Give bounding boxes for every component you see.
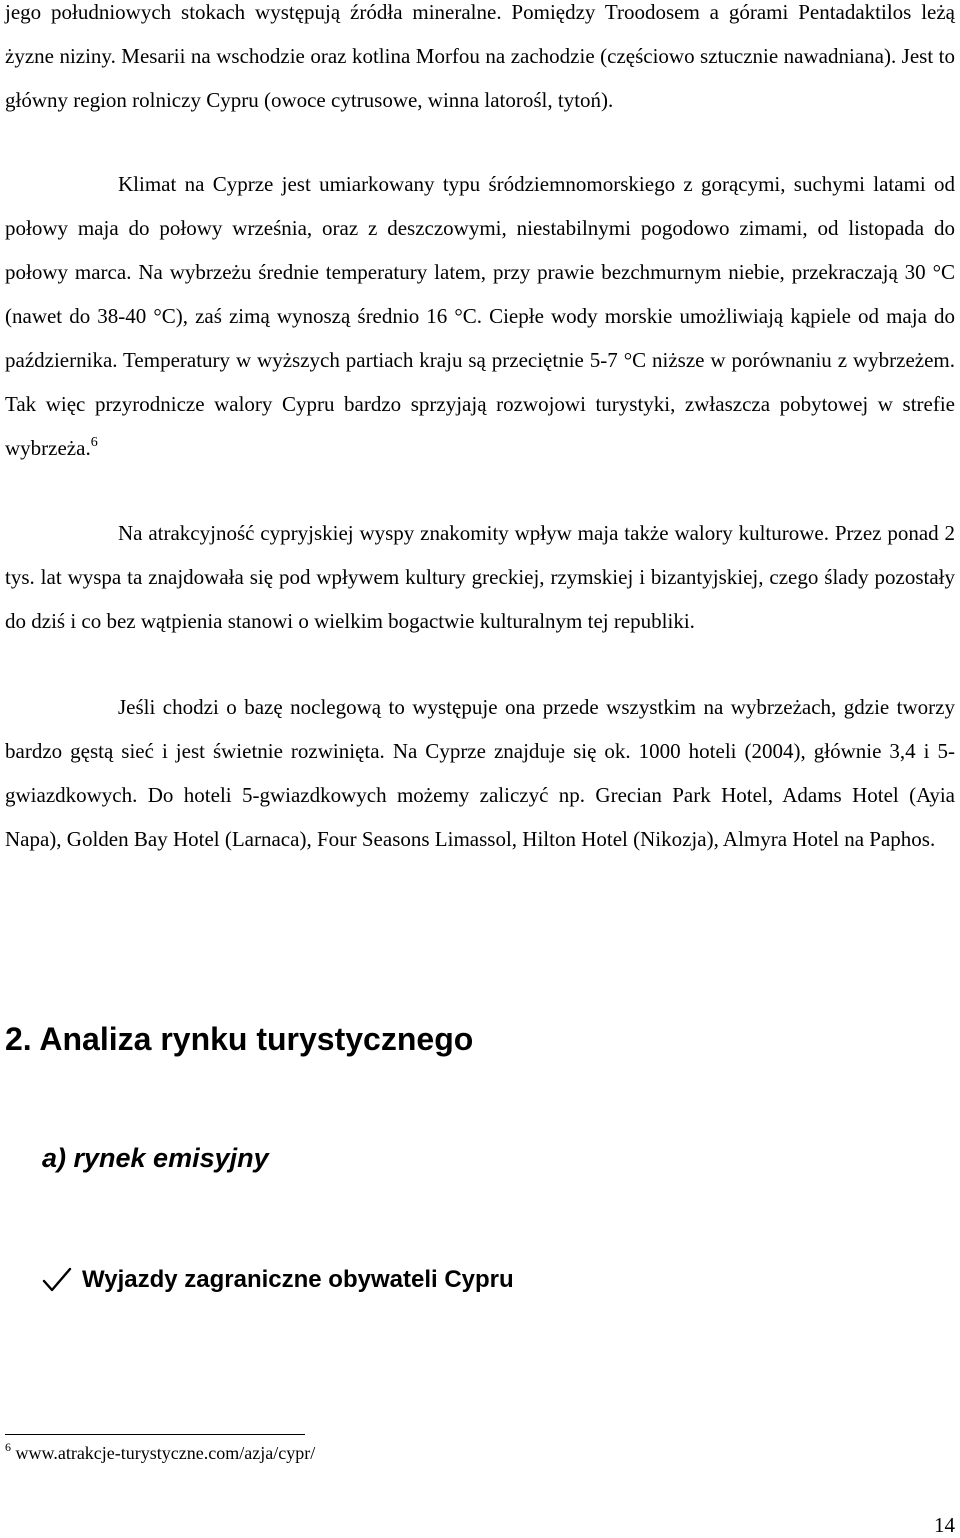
paragraph-climate-text: Klimat na Cyprze jest umiarkowany typu śródziemnomorskiego z gorącymi, suchymi latami od połowy maja do połowy września, oraz z deszczowymi, niestabilnymi pogodowo zimami, od listopada do połowy marca. Na wybrzeżu średnie temperatury latem, przy prawie bezchmurnym niebie, przekraczają 30 °C (nawet do 38-40 °C), zaś zimą wynoszą średnio 16 °C. Ciepłe wody morskie umożliwiają kąpiele od maja do października. Temperatury w wyższych partiach kraju są przeciętnie 5-7 °C niższe w porównaniu z wybrzeżem. Tak więc przyrodnicze walory Cypru bardzo sprzyjają rozwojowi turystyki, zwłaszcza pobytowej w strefie wybrzeża. (5, 172, 955, 460)
footnote-separator (5, 1434, 305, 1435)
paragraph-climate (5, 162, 955, 470)
footnote-reference[interactable]: 6 (90, 435, 98, 450)
checkmark-icon (42, 1267, 72, 1293)
footnote-link[interactable]: www.atrakcje-turystyczne.com/azja/cypr/ (15, 1443, 316, 1463)
footnote-number: 6 (5, 1440, 11, 1454)
paragraph-culture: Na atrakcyjność cypryjskiej wyspy znakomity wpływ maja także walory kulturowe. Przez ponad 2 tys. lat wyspa ta znajdowała się pod wpływem kultury greckiej, rzymskiej i bizantyjskiej, czego ślady pozostały do dziś i co bez wątpienia stanowi o wielkim bogactwie kulturalnym tej republiki. (5, 521, 955, 633)
subsection-heading: a) rynek emisyjny (42, 1143, 269, 1173)
footnote (5, 1440, 315, 1466)
page-number: 14 (934, 1513, 955, 1537)
section-heading: 2. Analiza rynku turystycznego (5, 1021, 474, 1057)
checklist-item-label: Wyjazdy zagraniczne obywateli Cypru (82, 1266, 514, 1293)
checklist-item (42, 1262, 514, 1298)
paragraph-accommodation: Jeśli chodzi o bazę noclegową to występuje ona przede wszystkim na wybrzeżach, gdzie tworzy bardzo gęstą sieć i jest świetnie rozwinięta. Na Cyprze znajduje się ok. 1000 hoteli (2004), głównie 3,4 i 5-gwiazdkowych. Do hoteli 5-gwiazdkowych możemy zaliczyć np. Grecian Park Hotel, Adams Hotel (Ayia Napa), Golden Bay Hotel (Larnaca), Four Seasons Limassol, Hilton Hotel (Nikozja), Almyra Hotel na Paphos. (5, 695, 955, 851)
paragraph-geography: jego południowych stokach występują źródła mineralne. Pomiędzy Troodosem a górami Pentadaktilos leżą żyzne niziny. Mesarii na wschodzie oraz kotlina Morfou na zachodzie (częściowo sztucznie nawadniana). Jest to główny region rolniczy Cypru (owoce cytrusowe, winna latorośl, tytoń). (5, 0, 955, 112)
